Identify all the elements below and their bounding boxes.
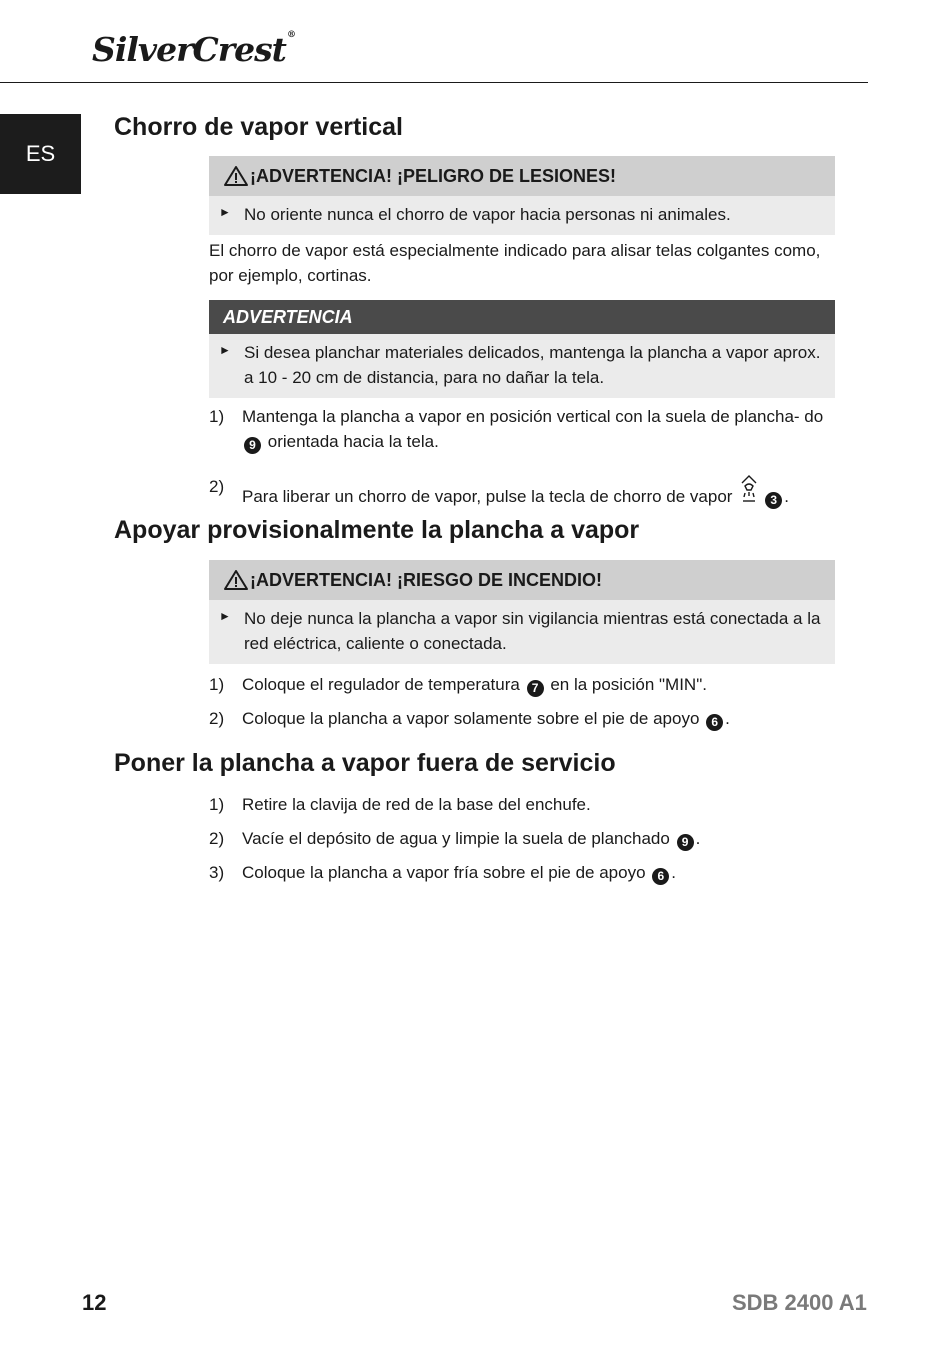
section-title-out-of-service: Poner la plancha a vapor fuera de servicio	[114, 749, 616, 777]
step-2-2	[209, 706, 835, 731]
step-text-a: Coloque la plancha a vapor fría sobre el pie de apoyo	[242, 863, 646, 882]
step-text-b: en la posición "MIN".	[550, 675, 707, 694]
warning-triangle-icon	[223, 165, 249, 187]
step-number: 1)	[209, 795, 225, 814]
step-text-b: .	[725, 709, 730, 728]
ref-number-badge: 6	[706, 714, 723, 731]
warning-box-fire	[209, 560, 835, 664]
language-tab: ES	[0, 114, 81, 194]
notice-header: ADVERTENCIA	[209, 300, 835, 334]
notice-text: Si desea planchar materiales delicados, mantenga la plancha a vapor aprox. a 10 - 20 cm de distancia, para no dañar la tela.	[244, 343, 821, 387]
step-text	[242, 706, 730, 731]
step-text-b: .	[695, 829, 701, 848]
ref-number-badge: 6	[652, 868, 669, 885]
brand-name: SilverCrest	[92, 30, 286, 69]
warning-body	[209, 600, 835, 664]
step-text-b: .	[671, 863, 677, 882]
step-text	[242, 826, 700, 851]
step-number: 2)	[209, 829, 225, 848]
warning-text: No deje nunca la plancha a vapor sin vigilancia mientras está conectada a la red eléctrica, caliente o conectada.	[244, 609, 821, 653]
page-number: 12	[82, 1290, 107, 1315]
step-text	[242, 672, 707, 697]
ref-number-badge: 7	[527, 680, 544, 697]
ref-number-badge: 9	[244, 437, 261, 454]
step-text-a: Coloque la plancha a vapor solamente sobre el pie de apoyo	[242, 709, 700, 728]
ref-number-badge: 9	[677, 834, 694, 851]
step-1-2	[209, 474, 835, 509]
step-number: 1)	[209, 407, 225, 426]
step-number: 2)	[209, 709, 225, 728]
model-number: SDB 2400 A1	[732, 1290, 867, 1315]
brand-logo	[92, 30, 295, 69]
step-text	[242, 860, 676, 885]
step-text-a: Coloque el regulador de temperatura	[242, 675, 520, 694]
warning-triangle-icon	[223, 569, 249, 591]
step-3-1	[209, 792, 835, 817]
warning-header	[209, 156, 835, 196]
registered-mark: ®	[286, 30, 295, 40]
step-text-b: orientada hacia la tela.	[267, 432, 439, 451]
step-1-1	[209, 404, 835, 454]
step-3-2	[209, 826, 835, 851]
notice-body	[209, 334, 835, 398]
step-number: 2)	[209, 477, 225, 496]
step-3-3	[209, 860, 835, 885]
step-number: 3)	[209, 863, 225, 882]
step-text-a: Mantenga la plancha a vapor en posición vertical con la suela de plancha- do	[242, 407, 824, 426]
step-text-a: Vacíe el depósito de agua y limpie la suela de planchado	[242, 829, 670, 848]
step-text-b: .	[784, 487, 789, 506]
warning-heading: ¡ADVERTENCIA! ¡RIESGO DE INCENDIO!	[250, 569, 603, 590]
section-title-temporary-rest: Apoyar provisionalmente la plancha a vapor	[114, 516, 640, 544]
step-number: 1)	[209, 675, 225, 694]
notice-box-delicate	[209, 300, 835, 398]
steam-burst-icon	[739, 474, 759, 504]
step-text	[242, 474, 789, 509]
bullet-arrow-icon: ►	[219, 343, 231, 357]
warning-header	[209, 560, 835, 600]
warning-body	[209, 196, 835, 235]
warning-text: No oriente nunca el chorro de vapor hacia personas ni animales.	[244, 205, 731, 224]
step-2-1	[209, 672, 835, 697]
step-text: Retire la clavija de red de la base del enchufe.	[242, 795, 591, 814]
ref-number-badge: 3	[765, 492, 782, 509]
warning-box-injury	[209, 156, 835, 235]
step-text-a: Para liberar un chorro de vapor, pulse la tecla de chorro de vapor	[242, 487, 733, 506]
header-rule	[0, 82, 868, 83]
step-text	[242, 404, 835, 454]
warning-heading: ¡ADVERTENCIA! ¡PELIGRO DE LESIONES!	[250, 165, 617, 186]
bullet-arrow-icon: ►	[219, 609, 231, 623]
intro-paragraph: El chorro de vapor está especialmente indicado para alisar telas colgantes como, por ejemplo, cortinas.	[209, 241, 821, 285]
bullet-arrow-icon: ►	[219, 205, 231, 219]
section-title-vertical-steam: Chorro de vapor vertical	[114, 113, 403, 141]
